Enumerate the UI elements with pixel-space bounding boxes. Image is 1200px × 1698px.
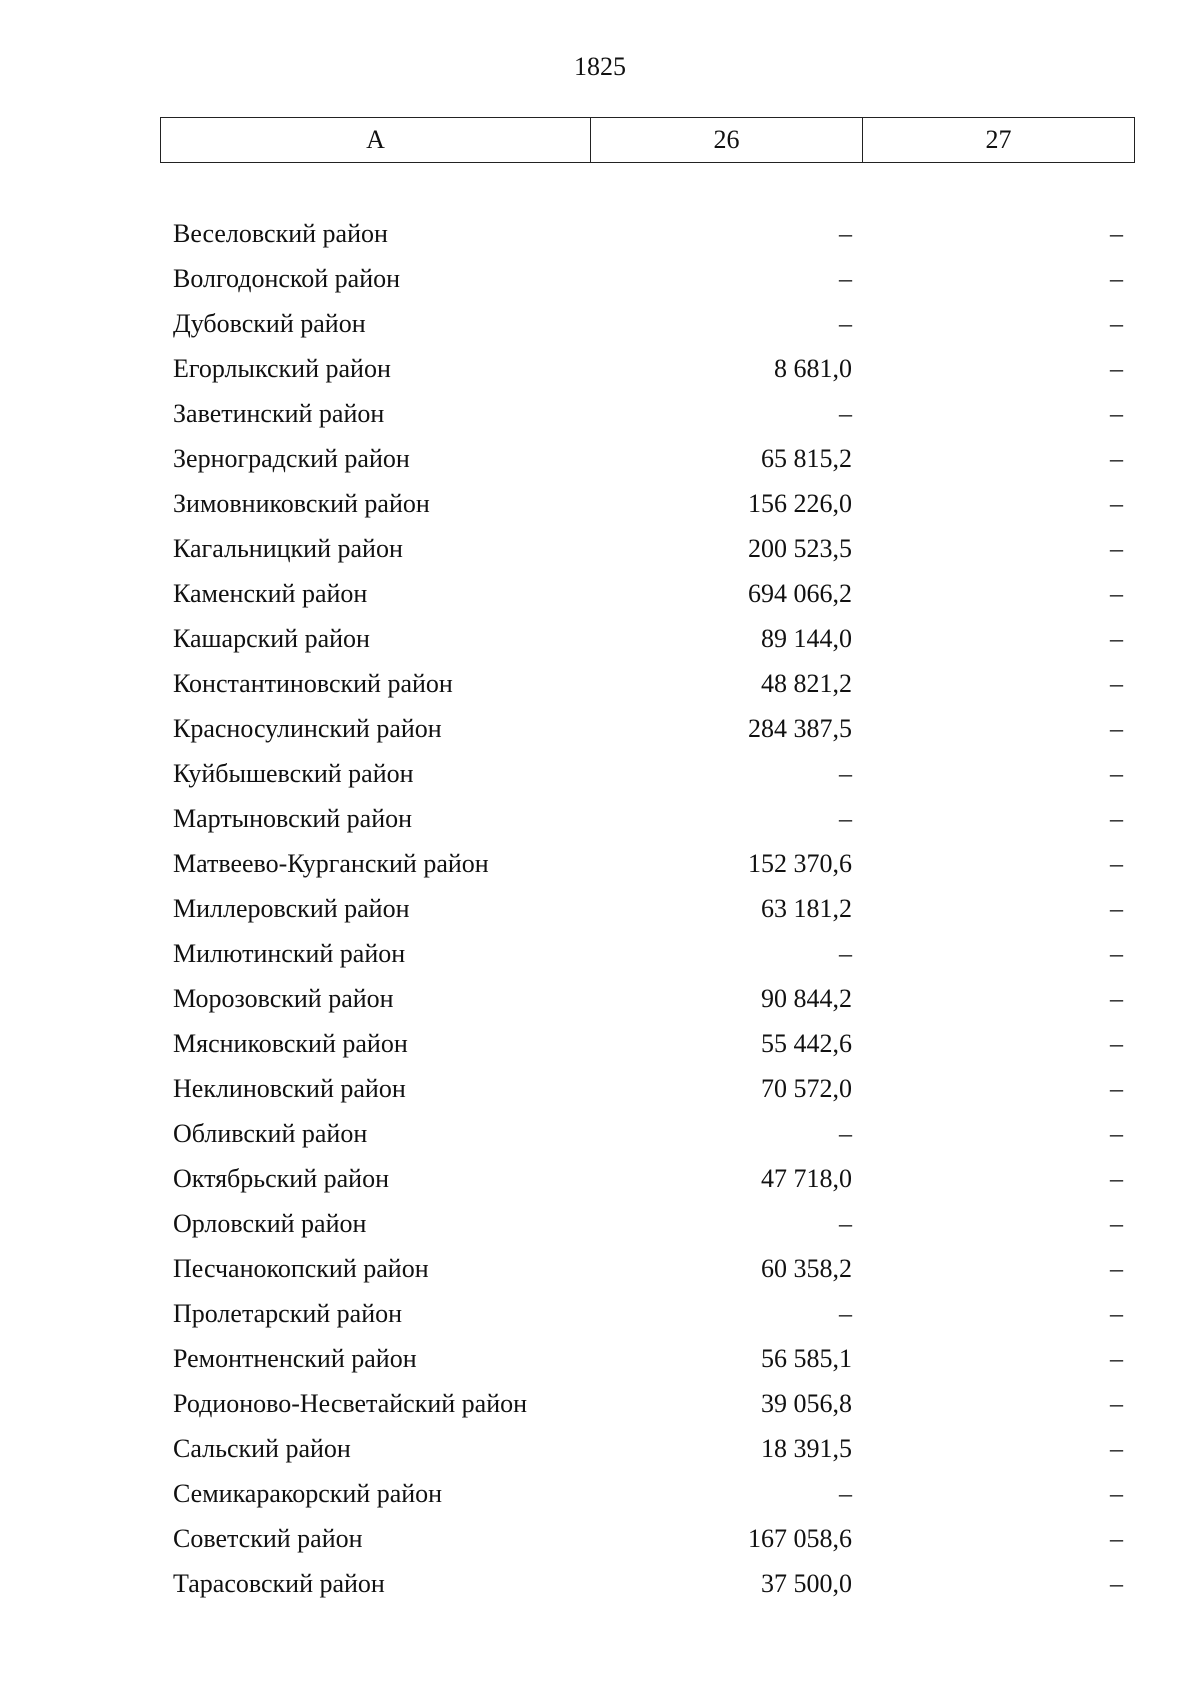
value-col-27: –: [1110, 354, 1123, 383]
header-col-a: А: [161, 118, 591, 162]
value-col-26: 39 056,8: [761, 1389, 852, 1418]
value-col-26: 90 844,2: [761, 984, 852, 1013]
value-col-26: 60 358,2: [761, 1254, 852, 1283]
value-col-27: –: [1110, 534, 1123, 563]
table-body: [0, 211, 1200, 1606]
district-name: Кашарский район: [173, 624, 370, 653]
value-col-27: –: [1110, 1569, 1123, 1598]
value-col-27: –: [1110, 1524, 1123, 1553]
district-name: Обливский район: [173, 1119, 368, 1148]
table-row: [0, 661, 1200, 706]
value-col-27: –: [1110, 1074, 1123, 1103]
table-row: [0, 1291, 1200, 1336]
value-col-26: 47 718,0: [761, 1164, 852, 1193]
value-col-27: –: [1110, 1254, 1123, 1283]
table-row: [0, 346, 1200, 391]
value-col-26: 37 500,0: [761, 1569, 852, 1598]
district-name: Пролетарский район: [173, 1299, 403, 1328]
table-row: [0, 616, 1200, 661]
value-col-26: –: [839, 1299, 852, 1328]
table-row: [0, 1516, 1200, 1561]
table-row: [0, 1471, 1200, 1516]
value-col-26: –: [839, 1209, 852, 1238]
value-col-27: –: [1110, 579, 1123, 608]
value-col-27: –: [1110, 1209, 1123, 1238]
header-col-27: 27: [985, 125, 1012, 154]
value-col-26: 8 681,0: [774, 354, 852, 383]
district-name: Миллеровский район: [173, 894, 410, 923]
value-col-26: –: [839, 264, 852, 293]
table-row: [0, 1246, 1200, 1291]
value-col-26: –: [839, 219, 852, 248]
value-col-27: –: [1110, 1344, 1123, 1373]
value-col-26: 63 181,2: [761, 894, 852, 923]
table-row: [0, 1066, 1200, 1111]
district-name: Тарасовский район: [173, 1569, 385, 1598]
value-col-26: –: [839, 939, 852, 968]
district-name: Волгодонской район: [173, 264, 401, 293]
district-name: Каменский район: [173, 579, 368, 608]
value-col-26: 65 815,2: [761, 444, 852, 473]
district-name: Сальский район: [173, 1434, 351, 1463]
value-col-26: 18 391,5: [761, 1434, 852, 1463]
value-col-27: –: [1110, 219, 1123, 248]
district-name: Заветинский район: [173, 399, 385, 428]
value-col-27: –: [1110, 939, 1123, 968]
value-col-27: –: [1110, 489, 1123, 518]
district-name: Дубовский район: [173, 309, 366, 338]
value-col-27: –: [1110, 759, 1123, 788]
value-col-26: 70 572,0: [761, 1074, 852, 1103]
table-row: [0, 1561, 1200, 1606]
value-col-27: –: [1110, 984, 1123, 1013]
table-row: [0, 391, 1200, 436]
value-col-27: –: [1110, 444, 1123, 473]
value-col-27: –: [1110, 1029, 1123, 1058]
district-name: Константиновский район: [173, 669, 453, 698]
district-name: Семикаракорский район: [173, 1479, 443, 1508]
value-col-27: –: [1110, 399, 1123, 428]
table-row: [0, 1381, 1200, 1426]
table-row: [0, 1336, 1200, 1381]
district-name: Родионово-Несветайский район: [173, 1389, 528, 1418]
value-col-27: –: [1110, 1119, 1123, 1148]
district-name: Песчанокопский район: [173, 1254, 429, 1283]
district-name: Неклиновский район: [173, 1074, 406, 1103]
value-col-27: –: [1110, 894, 1123, 923]
district-name: Красносулинский район: [173, 714, 442, 743]
table-row: [0, 1426, 1200, 1471]
district-name: Зимовниковский район: [173, 489, 430, 518]
district-name: Морозовский район: [173, 984, 394, 1013]
value-col-26: –: [839, 399, 852, 428]
value-col-27: –: [1110, 309, 1123, 338]
district-name: Матвеево-Курганский район: [173, 849, 489, 878]
header-col-26: 26: [591, 118, 863, 162]
table-row: [0, 1201, 1200, 1246]
value-col-26: 56 585,1: [761, 1344, 852, 1373]
district-name: Октябрьский район: [173, 1164, 389, 1193]
value-col-26: –: [839, 1119, 852, 1148]
district-name: Орловский район: [173, 1209, 367, 1238]
table-row: [0, 706, 1200, 751]
value-col-26: 152 370,6: [748, 849, 852, 878]
value-col-27: –: [1110, 1434, 1123, 1463]
district-name: Веселовский район: [173, 219, 388, 248]
value-col-27: –: [1110, 624, 1123, 653]
value-col-27: –: [1110, 264, 1123, 293]
value-col-26: 156 226,0: [748, 489, 852, 518]
value-col-26: –: [839, 1479, 852, 1508]
table-row: [0, 931, 1200, 976]
value-col-27: –: [1110, 1299, 1123, 1328]
value-col-26: 89 144,0: [761, 624, 852, 653]
district-name: Советский район: [173, 1524, 363, 1553]
table-row: [0, 526, 1200, 571]
district-name: Мартыновский район: [173, 804, 413, 833]
table-row: [0, 211, 1200, 256]
value-col-27: –: [1110, 714, 1123, 743]
table-row: [0, 1111, 1200, 1156]
table-header: [160, 117, 1135, 163]
value-col-26: –: [839, 309, 852, 338]
table-row: [0, 886, 1200, 931]
value-col-26: 48 821,2: [761, 669, 852, 698]
table-row: [0, 481, 1200, 526]
table-row: [0, 841, 1200, 886]
district-name: Мясниковский район: [173, 1029, 408, 1058]
value-col-27: –: [1110, 804, 1123, 833]
district-name: Куйбышевский район: [173, 759, 414, 788]
value-col-26: 167 058,6: [748, 1524, 852, 1553]
value-col-26: 694 066,2: [748, 579, 852, 608]
table-row: [0, 301, 1200, 346]
table-row: [0, 1156, 1200, 1201]
value-col-26: –: [839, 804, 852, 833]
district-name: Зерноградский район: [173, 444, 410, 473]
table-row: [0, 1021, 1200, 1066]
value-col-26: 55 442,6: [761, 1029, 852, 1058]
value-col-26: 200 523,5: [748, 534, 852, 563]
table-row: [0, 436, 1200, 481]
table-row: [0, 256, 1200, 301]
value-col-27: –: [1110, 669, 1123, 698]
table-row: [0, 796, 1200, 841]
table-row: [0, 976, 1200, 1021]
district-name: Егорлыкский район: [173, 354, 391, 383]
value-col-26: –: [839, 759, 852, 788]
district-name: Ремонтненский район: [173, 1344, 417, 1373]
value-col-26: 284 387,5: [748, 714, 852, 743]
district-name: Милютинский район: [173, 939, 406, 968]
value-col-27: –: [1110, 1164, 1123, 1193]
district-name: Кагальницкий район: [173, 534, 403, 563]
value-col-27: –: [1110, 1389, 1123, 1418]
table-row: [0, 751, 1200, 796]
page-number: 1825: [574, 52, 626, 81]
value-col-27: –: [1110, 1479, 1123, 1508]
value-col-27: –: [1110, 849, 1123, 878]
table-row: [0, 571, 1200, 616]
